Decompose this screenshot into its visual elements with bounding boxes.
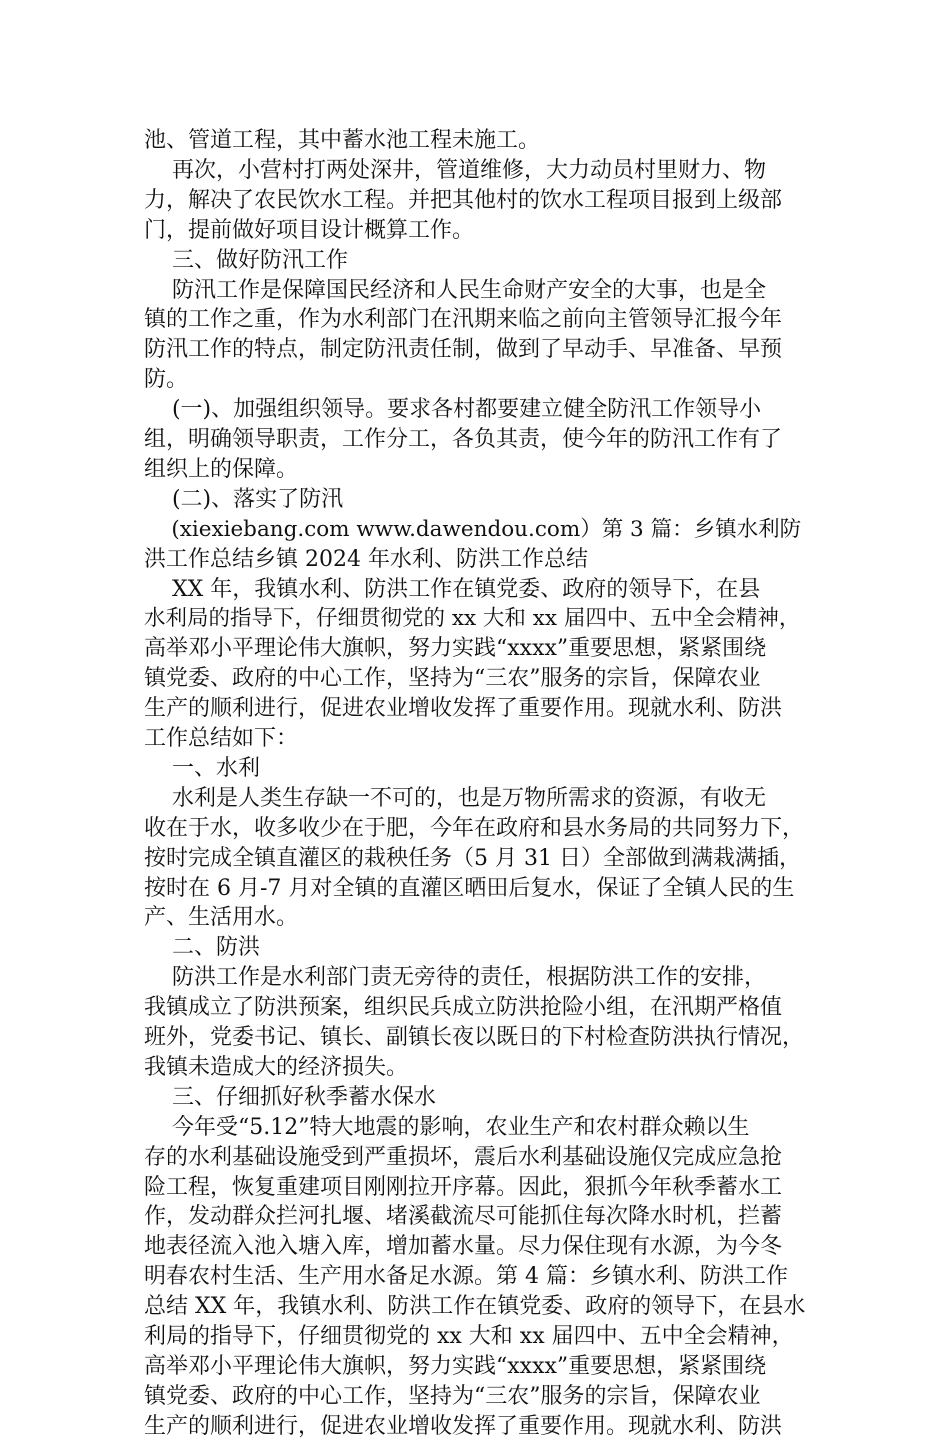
text-line: 作，发动群众拦河扎堰、堵溪截流尽可能抓住每次降水时机，拦蓄 [144, 1204, 783, 1230]
text-line: 今年受“5.12”特大地震的影响，农业生产和农村群众赖以生 [144, 1114, 750, 1140]
text-line: 按时在 6 月-7 月对全镇的直灌区晒田后复水，保证了全镇人民的生 [144, 875, 795, 901]
text-line: 三、仔细抓好秋季蓄水保水 [144, 1084, 436, 1110]
text-line: 我镇成立了防洪预案，组织民兵成立防洪抢险小组，在汛期严格值 [144, 995, 783, 1021]
text-line: 按时完成全镇直灌区的栽秧任务（5 月 31 日）全部做到满栽满插， [144, 845, 801, 871]
text-line: 地表径流入池入塘入库，增加蓄水量。尽力保住现有水源，为今冬 [144, 1234, 783, 1260]
text-line: 再次，小营村打两处深井，管道维修，大力动员村里财力、物 [144, 157, 766, 183]
text-line: 池、管道工程，其中蓄水池工程未施工。 [144, 128, 541, 153]
text-line: 水利是人类生存缺一不可的，也是万物所需求的资源，有收无 [144, 785, 766, 811]
text-line: 防洪工作是水利部门责无旁待的责任，根据防洪工作的安排， [144, 965, 766, 991]
text-line: XX 年，我镇水利、防洪工作在镇党委、政府的领导下，在县 [144, 576, 761, 602]
text-line: 一、水利 [144, 755, 260, 781]
text-line: 收在于水，收多收少在于肥，今年在政府和县水务局的共同努力下， [144, 815, 805, 841]
text-line: 班外，党委书记、镇长、副镇长夜以既日的下村检查防洪执行情况， [144, 1025, 805, 1050]
text-line: 工作总结如下： [144, 726, 299, 751]
text-line: 洪工作总结乡镇 2024 年水利、防洪工作总结 [144, 546, 588, 572]
text-line: 利局的指导下，仔细贯彻党的 xx 大和 xx 届四中、五中全会精神， [144, 1324, 794, 1349]
text-line: 组，明确领导职责，工作分工，各负其责，使今年的防汛工作有了 [144, 427, 783, 452]
text-line: 总结 XX 年，我镇水利、防洪工作在镇党委、政府的领导下，在县水 [144, 1294, 806, 1320]
text-line: 镇党委、政府的中心工作，坚持为“三农”服务的宗旨，保障农业 [144, 1383, 761, 1409]
text-line: 三、做好防汛工作 [144, 247, 348, 273]
text-line: 高举邓小平理论伟大旗帜，努力实践“xxxx”重要思想，紧紧围绕 [144, 1353, 767, 1379]
text-line: 高举邓小平理论伟大旗帜，努力实践“xxxx”重要思想，紧紧围绕 [144, 636, 767, 662]
text-line: 镇党委、政府的中心工作，坚持为“三农”服务的宗旨，保障农业 [144, 666, 761, 692]
text-line: 二、防洪 [144, 935, 260, 961]
text-line: 防汛工作的特点，制定防汛责任制，做到了早动手、早准备、早预 [144, 337, 783, 363]
text-line: 力，解决了农民饮水工程。并把其他村的饮水工程项目报到上级部 [144, 187, 783, 213]
text-line: (二)、落实了防汛 [144, 486, 344, 512]
text-line: (一)、加强组织领导。要求各村都要建立健全防汛工作领导小 [144, 397, 762, 423]
text-line: 险工程，恢复重建项目刚刚拉开序幕。因此，狠抓今年秋季蓄水工 [144, 1174, 783, 1200]
text-line: 镇的工作之重，作为水利部门在汛期来临之前向主管领导汇报今年 [144, 307, 783, 333]
text-line: (xiexiebang.com www.dawendou.com）第 3 篇：乡镇水利防 [144, 516, 802, 542]
text-line: 产、生活用水。 [144, 905, 299, 931]
text-line: 防。 [144, 367, 189, 393]
text-line: 防汛工作是保障国民经济和人民生命财产安全的大事，也是全 [144, 277, 766, 303]
text-line: 门，提前做好项目设计概算工作。 [144, 217, 475, 243]
text-line: 我镇未造成大的经济损失。 [144, 1054, 409, 1080]
text-line: 存的水利基础设施受到严重损坏，震后水利基础设施仅完成应急抢 [144, 1144, 783, 1170]
text-line: 生产的顺利进行，促进农业增收发挥了重要作用。现就水利、防洪 [144, 696, 783, 722]
text-line: 生产的顺利进行，促进农业增收发挥了重要作用。现就水利、防洪 [144, 1413, 783, 1439]
text-line: 组织上的保障。 [144, 456, 299, 482]
text-line: 明春农村生活、生产用水备足水源。第 4 篇：乡镇水利、防洪工作 [144, 1264, 788, 1290]
text-line: 水利局的指导下，仔细贯彻党的 xx 大和 xx 届四中、五中全会精神， [144, 606, 801, 632]
